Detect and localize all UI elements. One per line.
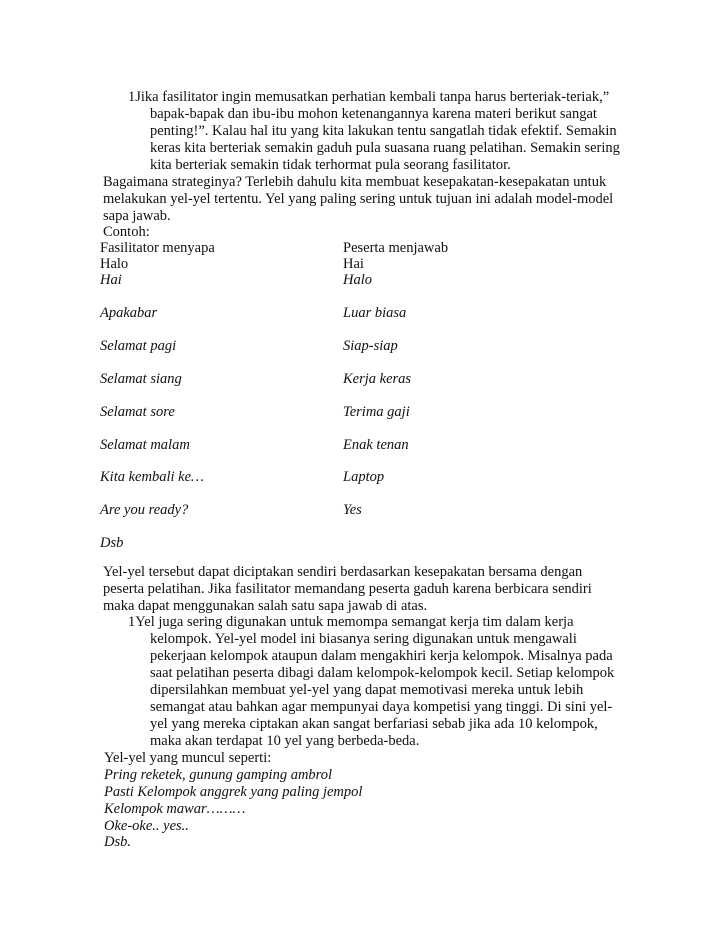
second-item-line: pekerjaan kelompok ataupun dalam mengakhiri kerja kelompok. Misalnya pada — [150, 648, 613, 664]
table-cell-call: Are you ready? — [100, 502, 189, 518]
table-cell-response: Luar biasa — [343, 305, 407, 321]
table-cell-response: Terima gaji — [343, 404, 410, 420]
table-cell-call: Halo — [100, 256, 129, 272]
yel-intro: Yel-yel yang muncul seperti: — [104, 750, 272, 766]
second-item-line: yel yang mereka ciptakan akan sangat berfariasi sebab jika ada 10 kelompok, — [150, 716, 598, 732]
yel-example: Dsb. — [104, 834, 131, 850]
table-cell-response: Yes — [343, 502, 362, 518]
second-item-line: maka akan terdapat 10 yel yang berbeda-beda. — [150, 733, 420, 749]
table-cell-response: Hai — [343, 256, 364, 272]
second-item-line: dipersilahkan membuat yel-yel yang dapat memotivasi mereka untuk lebih — [150, 682, 584, 698]
strategy-para-line: melakukan yel-yel tertentu. Yel yang paling sering untuk tujuan ini adalah model-model — [103, 191, 614, 207]
table-cell-response: Enak tenan — [343, 437, 409, 453]
table-cell-call: Selamat malam — [100, 437, 190, 453]
table-cell-call: Selamat siang — [100, 371, 182, 387]
intro-item-line: keras kita berteriak semakin gaduh pula suasana ruang pelatihan. Semakin sering — [150, 140, 620, 156]
intro-item-line: penting!”. Kalau hal itu yang kita lakukan tentu sangatlah tidak efektif. Semakin — [150, 123, 617, 139]
strategy-para-line: Contoh: — [103, 224, 150, 240]
yel-example: Oke-oke.. yes.. — [104, 818, 189, 834]
table-cell-response: Siap-siap — [343, 338, 398, 354]
yel-example: Kelompok mawar……… — [104, 801, 246, 817]
table-cell-response: Laptop — [343, 469, 385, 485]
intro-item-line: 1Jika fasilitator ingin memusatkan perhatian kembali tanpa harus berteriak-teriak,” — [128, 89, 610, 105]
second-item-line: saat pelatihan peserta dibagi dalam kelompok-kelompok kecil. Setiap kelompok — [150, 665, 615, 681]
yel-example: Pring reketek, gunung gamping ambrol — [104, 767, 333, 783]
yel-example: Pasti Kelompok anggrek yang paling jempol — [104, 784, 363, 800]
table-cell-call: Selamat sore — [100, 404, 175, 420]
second-item-line: kelompok. Yel-yel model ini biasanya sering digunakan untuk mengawali — [150, 631, 577, 647]
explanation-line: Yel-yel tersebut dapat diciptakan sendiri berdasarkan kesepakatan bersama dengan — [103, 564, 583, 580]
table-cell-call: Kita kembali ke… — [100, 469, 204, 485]
table-header-right: Peserta menjawab — [343, 240, 449, 256]
second-item-line: semangat atau bahkan agar mempunyai daya kompetisi yang tinggi. Di sini yel- — [150, 699, 613, 715]
table-header-left: Fasilitator menyapa — [100, 240, 215, 256]
explanation-line: peserta pelatihan. Jika fasilitator memandang peserta gaduh karena berbicara sendiri — [103, 581, 592, 597]
intro-item-line: kita berteriak semakin tidak terhormat pula seorang fasilitator. — [150, 157, 511, 173]
strategy-para-line: sapa jawab. — [103, 208, 171, 224]
table-cell-call: Selamat pagi — [100, 338, 177, 354]
table-cell-response: Kerja keras — [343, 371, 412, 387]
strategy-para-line: Bagaimana strateginya? Terlebih dahulu kita membuat kesepakatan-kesepakatan untuk — [103, 174, 607, 190]
table-cell-response: Halo — [343, 272, 372, 288]
table-cell-call: Apakabar — [100, 305, 158, 321]
table-cell-call: Hai — [100, 272, 122, 288]
second-item-line: 1Yel juga sering digunakan untuk memompa semangat kerja tim dalam kerja — [128, 614, 574, 630]
table-footer: Dsb — [100, 535, 124, 551]
intro-item-line: bapak-bapak dan ibu-ibu mohon ketenangannya karena materi berikut sangat — [150, 106, 597, 122]
explanation-line: maka dapat menggunakan salah satu sapa jawab di atas. — [103, 598, 428, 614]
